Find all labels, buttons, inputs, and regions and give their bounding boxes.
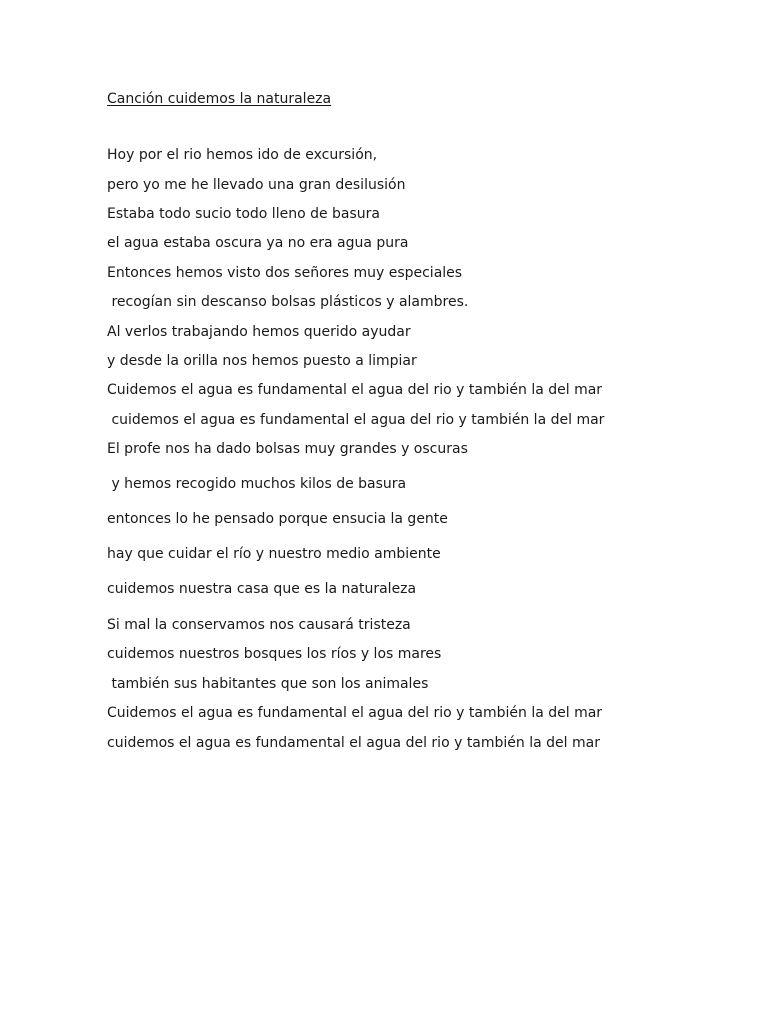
song-line-5: Entonces hemos visto dos señores muy especiales: [107, 265, 463, 281]
song-line-15: cuidemos nuestra casa que es la naturaleza: [107, 581, 417, 597]
song-line-16: Si mal la conservamos nos causará tristeza: [107, 617, 411, 633]
song-line-13: entonces lo he pensado porque ensucia la gente: [107, 511, 448, 527]
song-line-8: y desde la orilla nos hemos puesto a limpiar: [107, 353, 417, 369]
document-title: Canción cuidemos la naturaleza: [107, 91, 332, 107]
song-line-6: recogían sin descanso bolsas plásticos y alambres.: [107, 294, 469, 310]
song-line-10: cuidemos el agua es fundamental el agua del rio y también la del mar: [107, 412, 605, 428]
song-line-7: Al verlos trabajando hemos querido ayudar: [107, 324, 411, 340]
song-line-4: el agua estaba oscura ya no era agua pura: [107, 235, 409, 251]
song-line-3: Estaba todo sucio todo lleno de basura: [107, 206, 381, 222]
song-line-19: Cuidemos el agua es fundamental el agua del rio y también la del mar: [107, 705, 603, 721]
song-line-2: pero yo me he llevado una gran desilusión: [107, 177, 406, 193]
song-line-18: también sus habitantes que son los animales: [107, 676, 429, 692]
song-line-12: y hemos recogido muchos kilos de basura: [107, 476, 407, 492]
song-line-11: El profe nos ha dado bolsas muy grandes y oscuras: [107, 441, 468, 457]
song-line-14: hay que cuidar el río y nuestro medio ambiente: [107, 546, 441, 562]
song-line-1: Hoy por el rio hemos ido de excursión,: [107, 147, 378, 163]
song-line-9: Cuidemos el agua es fundamental el agua del rio y también la del mar: [107, 382, 603, 398]
song-line-20: cuidemos el agua es fundamental el agua del rio y también la del mar: [107, 735, 600, 751]
song-line-17: cuidemos nuestros bosques los ríos y los mares: [107, 646, 442, 662]
